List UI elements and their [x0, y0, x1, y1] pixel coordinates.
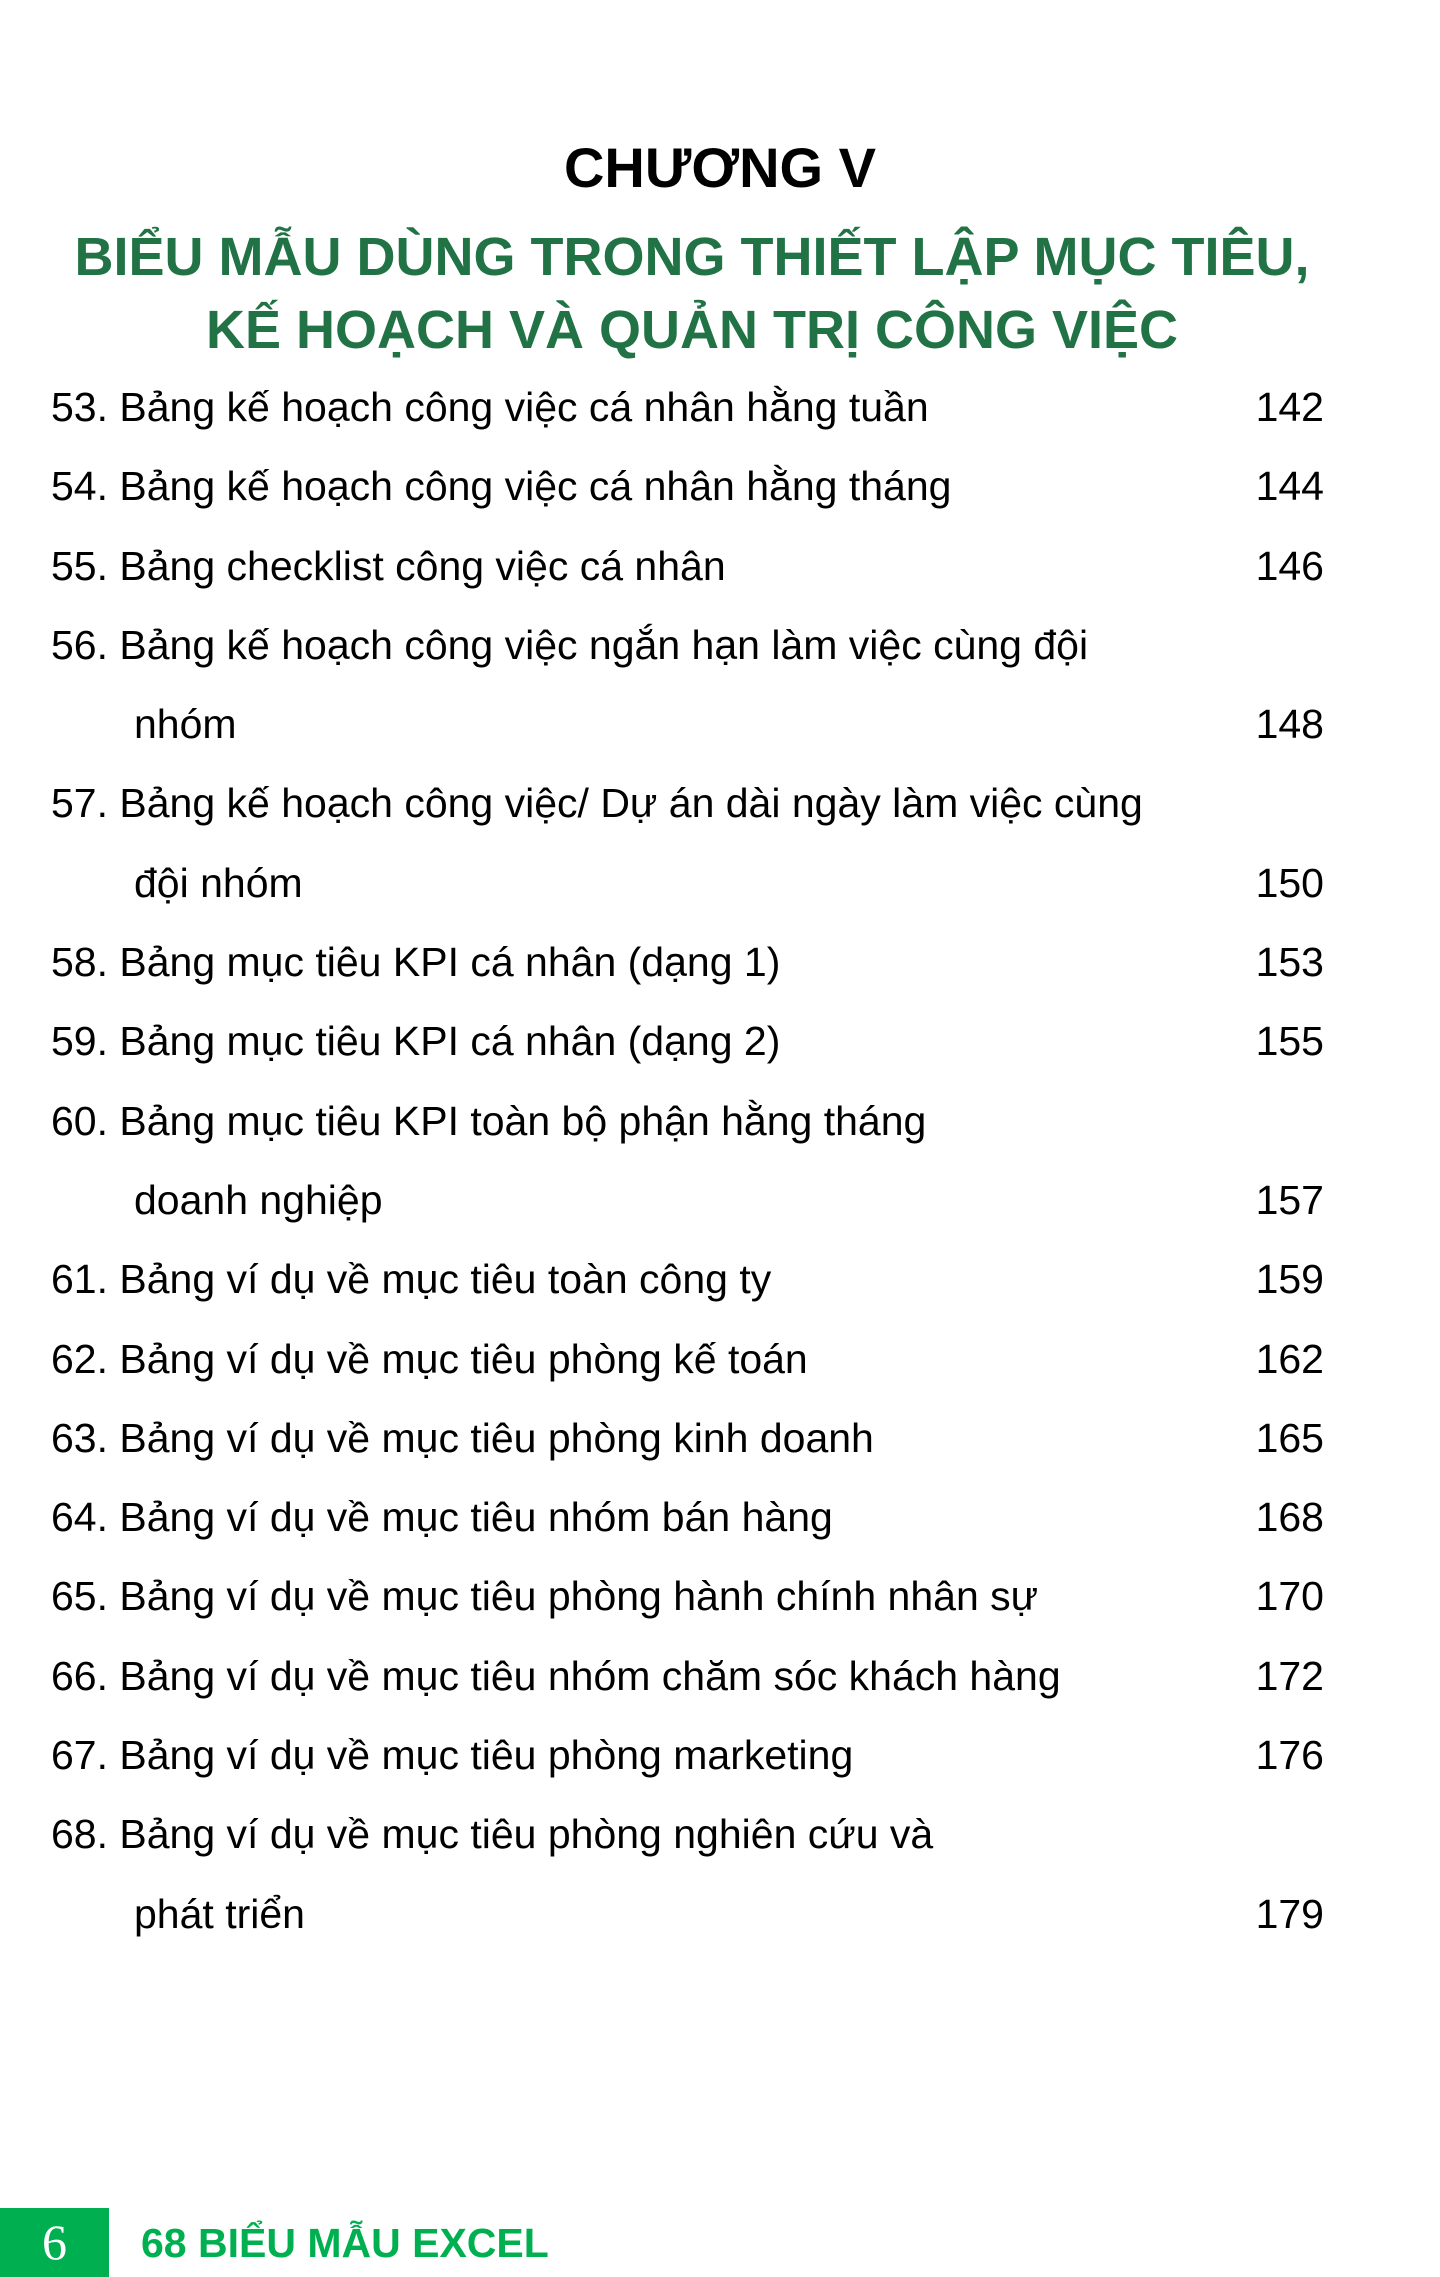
toc-entry[interactable] — [51, 1240, 1324, 1319]
toc-entry-title: 56. Bảng kế hoạch công việc ngắn hạn làm việc cùng đội — [51, 621, 1089, 668]
toc-entry-title: 67. Bảng ví dụ về mục tiêu phòng marketing — [51, 1732, 854, 1779]
toc-entry[interactable] — [51, 1002, 1324, 1081]
page-number: 6 — [0, 2208, 109, 2277]
toc-entry[interactable] — [51, 1637, 1324, 1716]
toc-entry[interactable] — [51, 527, 1324, 606]
toc-entry-page: 150 — [1255, 859, 1324, 906]
toc-entry[interactable] — [51, 447, 1324, 526]
toc-entry-title: 61. Bảng ví dụ về mục tiêu toàn công ty — [51, 1256, 772, 1303]
toc-entry-title: 53. Bảng kế hoạch công việc cá nhân hằng tuần — [51, 384, 929, 430]
toc-entry-title: 65. Bảng ví dụ về mục tiêu phòng hành chính nhân sự — [51, 1573, 1039, 1620]
toc-entry-title: 54. Bảng kế hoạch công việc cá nhân hằng tháng — [51, 463, 952, 510]
toc-entry-title: phát triển — [134, 1890, 305, 1937]
toc-entry[interactable] — [51, 1320, 1324, 1399]
toc-entry-title: 60. Bảng mục tiêu KPI toàn bộ phận hằng tháng — [51, 1097, 927, 1144]
toc-entry-title: 64. Bảng ví dụ về mục tiêu nhóm bán hàng — [51, 1494, 833, 1541]
toc-entry[interactable] — [51, 1875, 1324, 1954]
toc-entry-page: 159 — [1255, 1256, 1324, 1303]
toc-entry-page: 165 — [1255, 1414, 1324, 1461]
toc-entry-title: 55. Bảng checklist công việc cá nhân — [51, 542, 726, 589]
toc-entry-title: 58. Bảng mục tiêu KPI cá nhân (dạng 1) — [51, 939, 781, 986]
toc-entry-page: 144 — [1255, 463, 1324, 510]
toc-entry-title: 68. Bảng ví dụ về mục tiêu phòng nghiên cứu và — [51, 1811, 934, 1858]
toc-entry[interactable] — [51, 606, 1324, 685]
toc-entry-page: 170 — [1255, 1573, 1324, 1620]
toc-entry-page: 153 — [1255, 939, 1324, 986]
toc-entry[interactable] — [51, 764, 1324, 843]
toc-entry-page: 146 — [1255, 542, 1324, 589]
toc-entry[interactable] — [51, 1795, 1324, 1874]
section-heading-line-1: BIỂU MẪU DÙNG TRONG THIẾT LẬP MỤC TIÊU, — [74, 227, 1310, 287]
toc-entry-title: đội nhóm — [134, 859, 303, 906]
toc-entry[interactable] — [51, 844, 1324, 923]
toc-entry-page: 148 — [1255, 701, 1324, 748]
chapter-title: CHƯƠNG V — [563, 136, 877, 199]
toc-entry[interactable] — [51, 1399, 1324, 1478]
toc-entry-title: 66. Bảng ví dụ về mục tiêu nhóm chăm sóc khách hàng — [51, 1652, 1061, 1699]
toc-entry-page: 176 — [1255, 1732, 1324, 1779]
toc-entry-title: 59. Bảng mục tiêu KPI cá nhân (dạng 2) — [51, 1018, 781, 1065]
toc-entry[interactable] — [51, 368, 1324, 447]
toc-entry-title: nhóm — [134, 701, 237, 748]
toc-entry-page: 172 — [1255, 1652, 1324, 1699]
toc-entry[interactable] — [51, 1557, 1324, 1636]
toc-entry-page: 142 — [1255, 384, 1324, 430]
toc-entry[interactable] — [51, 1716, 1324, 1795]
toc-entry[interactable] — [51, 923, 1324, 1002]
toc-entry-page: 157 — [1255, 1176, 1324, 1223]
toc-entry[interactable] — [51, 1478, 1324, 1557]
table-of-contents — [51, 368, 1324, 1954]
toc-entry-page: 155 — [1255, 1018, 1324, 1065]
toc-entry-title: 57. Bảng kế hoạch công việc/ Dự án dài ngày làm việc cùng — [51, 780, 1143, 827]
toc-entry[interactable] — [51, 1082, 1324, 1161]
toc-entry[interactable] — [51, 685, 1324, 764]
toc-entry[interactable] — [51, 1161, 1324, 1240]
toc-entry-title: 62. Bảng ví dụ về mục tiêu phòng kế toán — [51, 1335, 808, 1382]
toc-entry-page: 162 — [1255, 1335, 1324, 1382]
section-heading-line-2: KẾ HOẠCH VÀ QUẢN TRỊ CÔNG VIỆC — [205, 300, 1179, 360]
toc-entry-page: 168 — [1255, 1494, 1324, 1541]
toc-entry-page: 179 — [1255, 1890, 1324, 1937]
toc-entry-title: 63. Bảng ví dụ về mục tiêu phòng kinh doanh — [51, 1414, 874, 1461]
toc-entry-title: doanh nghiệp — [134, 1176, 383, 1223]
book-title: 68 BIỂU MẪU EXCEL — [141, 2220, 549, 2266]
